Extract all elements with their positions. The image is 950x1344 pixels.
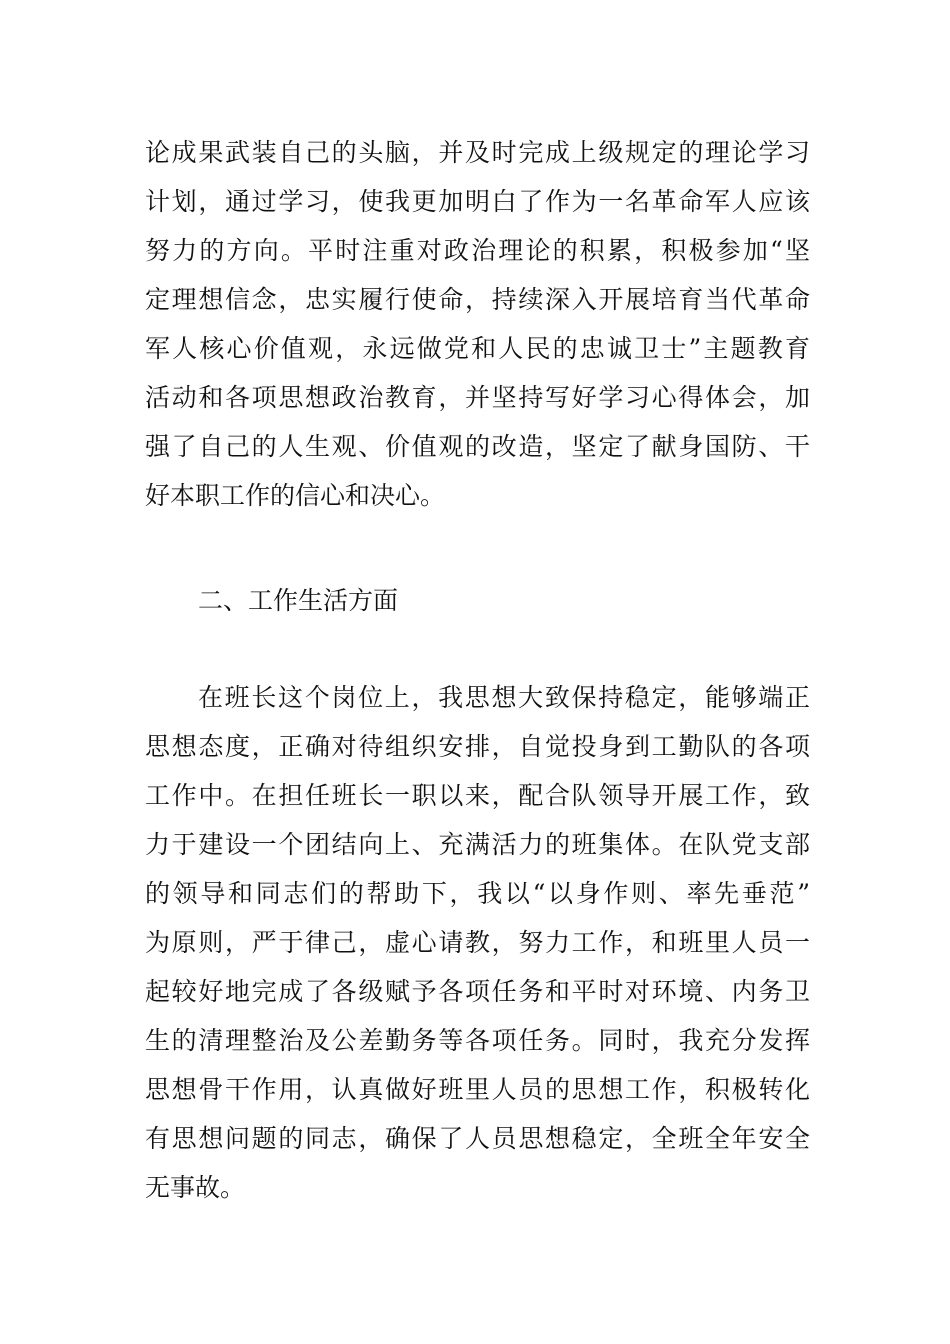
text-line: 好本职工作的信心和决心。 <box>145 481 446 510</box>
text-line: 思想态度，正确对待组织安排，自觉投身到工勤队的各项 <box>145 732 810 761</box>
text-line: 定理想信念，忠实履行使命，持续深入开展培育当代革命 <box>145 285 810 314</box>
text-line: 计划，通过学习，使我更加明白了作为一名革命军人应该 <box>145 187 810 216</box>
text-line: 无事故。 <box>145 1173 246 1202</box>
section-heading: 二、工作生活方面 <box>198 586 399 615</box>
text-line: 起较好地完成了各级赋予各项任务和平时对环境、内务卫 <box>145 977 810 1006</box>
text-line: 有思想问题的同志，确保了人员思想稳定，全班全年安全 <box>145 1124 810 1153</box>
text-line: 为原则，严于律己，虚心请教，努力工作，和班里人员一 <box>145 928 810 957</box>
text-line: 努力的方向。平时注重对政治理论的积累，积极参加“坚 <box>145 236 810 265</box>
text-line: 论成果武装自己的头脑，并及时完成上级规定的理论学习 <box>145 138 810 167</box>
text-line: 在班长这个岗位上，我思想大致保持稳定，能够端正 <box>198 683 810 712</box>
text-line: 工作中。在担任班长一职以来，配合队领导开展工作，致 <box>145 781 810 810</box>
text-line: 军人核心价值观，永远做党和人民的忠诚卫士”主题教育 <box>145 334 810 363</box>
text-line: 的领导和同志们的帮助下，我以“以身作则、率先垂范” <box>145 879 810 908</box>
text-line: 活动和各项思想政治教育，并坚持写好学习心得体会，加 <box>145 383 810 412</box>
text-line: 力于建设一个团结向上、充满活力的班集体。在队党支部 <box>145 830 810 859</box>
text-line: 生的清理整治及公差勤务等各项任务。同时，我充分发挥 <box>145 1026 810 1055</box>
text-line: 强了自己的人生观、价值观的改造，坚定了献身国防、干 <box>145 432 810 461</box>
text-line: 思想骨干作用，认真做好班里人员的思想工作，积极转化 <box>145 1075 810 1104</box>
section-heading-wrapper <box>145 576 810 625</box>
paragraph-theory-study <box>145 128 810 520</box>
paragraph-work-life <box>145 673 810 1212</box>
